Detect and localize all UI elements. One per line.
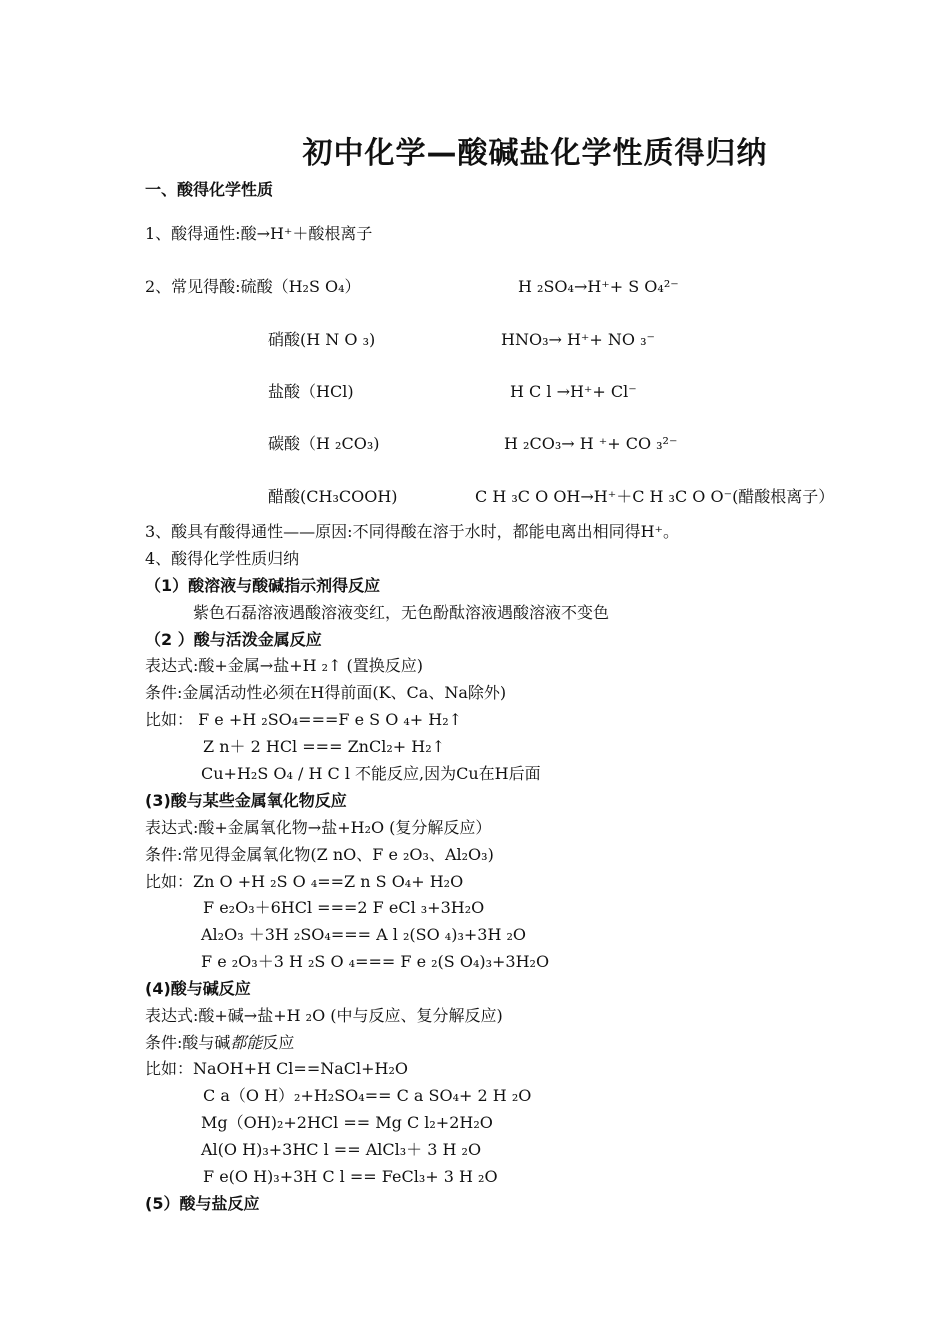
section-heading-acid-properties: 一、酸得化学性质 <box>145 180 274 199</box>
example-oxide-1: 比如：Zn O +H ₂S O ₄==Z n S O₄+ H₂O <box>145 872 464 891</box>
paragraph-reason: 3、酸具有酸得通性——原因:不同得酸在溶于水时，都能电离出相同得H⁺。 <box>145 522 679 541</box>
acid-name-hydrochloric: 盐酸（HCl) <box>268 382 354 401</box>
equation-carbonic-acid: H ₂CO₃→ H ⁺+ CO ₃²⁻ <box>504 434 678 453</box>
condition-base-text-c: 反应 <box>262 1033 295 1052</box>
expression-metal-reaction: 表达式:酸+金属→盐+H ₂↑ (置换反应) <box>145 656 424 675</box>
expression-metal-oxide-reaction: 表达式:酸+金属氧化物→盐+H₂O (复分解反应） <box>145 818 492 837</box>
paragraph-acid-general: 1、酸得通性:酸→H⁺＋酸根离子 <box>145 224 373 243</box>
subheading-base-reaction: (4)酸与碱反应 <box>145 979 251 998</box>
paragraph-summary: 4、酸得化学性质归纳 <box>145 549 300 568</box>
condition-base-text-a: 条件:酸与碱 <box>145 1033 231 1052</box>
example-base-2: C a（O H）₂+H₂SO₄== C a SO₄+ 2 H ₂O <box>203 1086 532 1105</box>
condition-base-text-emphasis: 都能 <box>230 1033 263 1052</box>
example-metal-2: Z n＋ 2 HCl === ZnCl₂+ H₂↑ <box>203 737 446 756</box>
subheading-metal-oxide-reaction: (3)酸与某些金属氧化物反应 <box>145 791 347 810</box>
expression-base-reaction: 表达式:酸+碱→盐+H ₂O (中与反应、复分解反应) <box>145 1006 503 1025</box>
page-title: 初中化学—酸碱盐化学性质得归纳 <box>302 136 768 171</box>
acid-name-carbonic: 碳酸（H ₂CO₃) <box>268 434 380 453</box>
paragraph-common-acids-intro: 2、常见得酸:硫酸（H₂S O₄） <box>145 277 361 296</box>
example-oxide-2: F e₂O₃＋6HCl ===2 F eCl ₃+3H₂O <box>203 898 485 917</box>
equation-acetic-acid: C H ₃C O OH→H⁺＋C H ₃C O O⁻(醋酸根离子） <box>475 487 835 506</box>
example-metal-3: Cu+H₂S O₄ / H C l 不能反应,因为Cu在H后面 <box>201 764 541 783</box>
acid-name-acetic: 醋酸(CH₃COOH) <box>268 487 398 506</box>
subheading-metal-reaction: （2 ）酸与活泼金属反应 <box>145 630 322 649</box>
acid-name-nitric: 硝酸(H N O ₃) <box>268 330 376 349</box>
equation-sulfuric-acid: H ₂SO₄→H⁺+ S O₄²⁻ <box>518 277 679 296</box>
example-base-5: F e(O H)₃+3H C l == FeCl₃+ 3 H ₂O <box>203 1167 498 1186</box>
equation-hydrochloric-acid: H C l →H⁺+ Cl⁻ <box>510 382 637 401</box>
subheading-salt-reaction: (5）酸与盐反应 <box>145 1194 260 1213</box>
condition-metal-reaction: 条件:金属活动性必须在H得前面(K、Ca、Na除外) <box>145 683 507 702</box>
example-oxide-3: Al₂O₃ ＋3H ₂SO₄=== A l ₂(SO ₄)₃+3H ₂O <box>201 925 527 944</box>
example-oxide-4: F e ₂O₃＋3 H ₂S O ₄=== F e ₂(S O₄)₃+3H₂O <box>201 952 550 971</box>
condition-base-reaction <box>145 1033 294 1053</box>
condition-metal-oxide-reaction: 条件:常见得金属氧化物(Z nO、F e ₂O₃、Al₂O₃) <box>145 845 494 864</box>
text-indicator-reaction: 紫色石磊溶液遇酸溶液变红，无色酚酞溶液遇酸溶液不变色 <box>193 603 610 622</box>
example-base-4: Al(O H)₃+3HC l == AlCl₃＋ 3 H ₂O <box>201 1140 482 1159</box>
example-base-1: 比如：NaOH+H Cl==NaCl+H₂O <box>145 1059 409 1078</box>
equation-nitric-acid: HNO₃→ H⁺+ NO ₃⁻ <box>501 330 655 349</box>
subheading-indicator-reaction: （1）酸溶液与酸碱指示剂得反应 <box>145 576 381 595</box>
example-metal-1: 比如： F e +H ₂SO₄===F e S O ₄+ H₂↑ <box>145 710 463 729</box>
example-base-3: Mg（OH)₂+2HCl == Mg C l₂+2H₂O <box>201 1113 493 1132</box>
